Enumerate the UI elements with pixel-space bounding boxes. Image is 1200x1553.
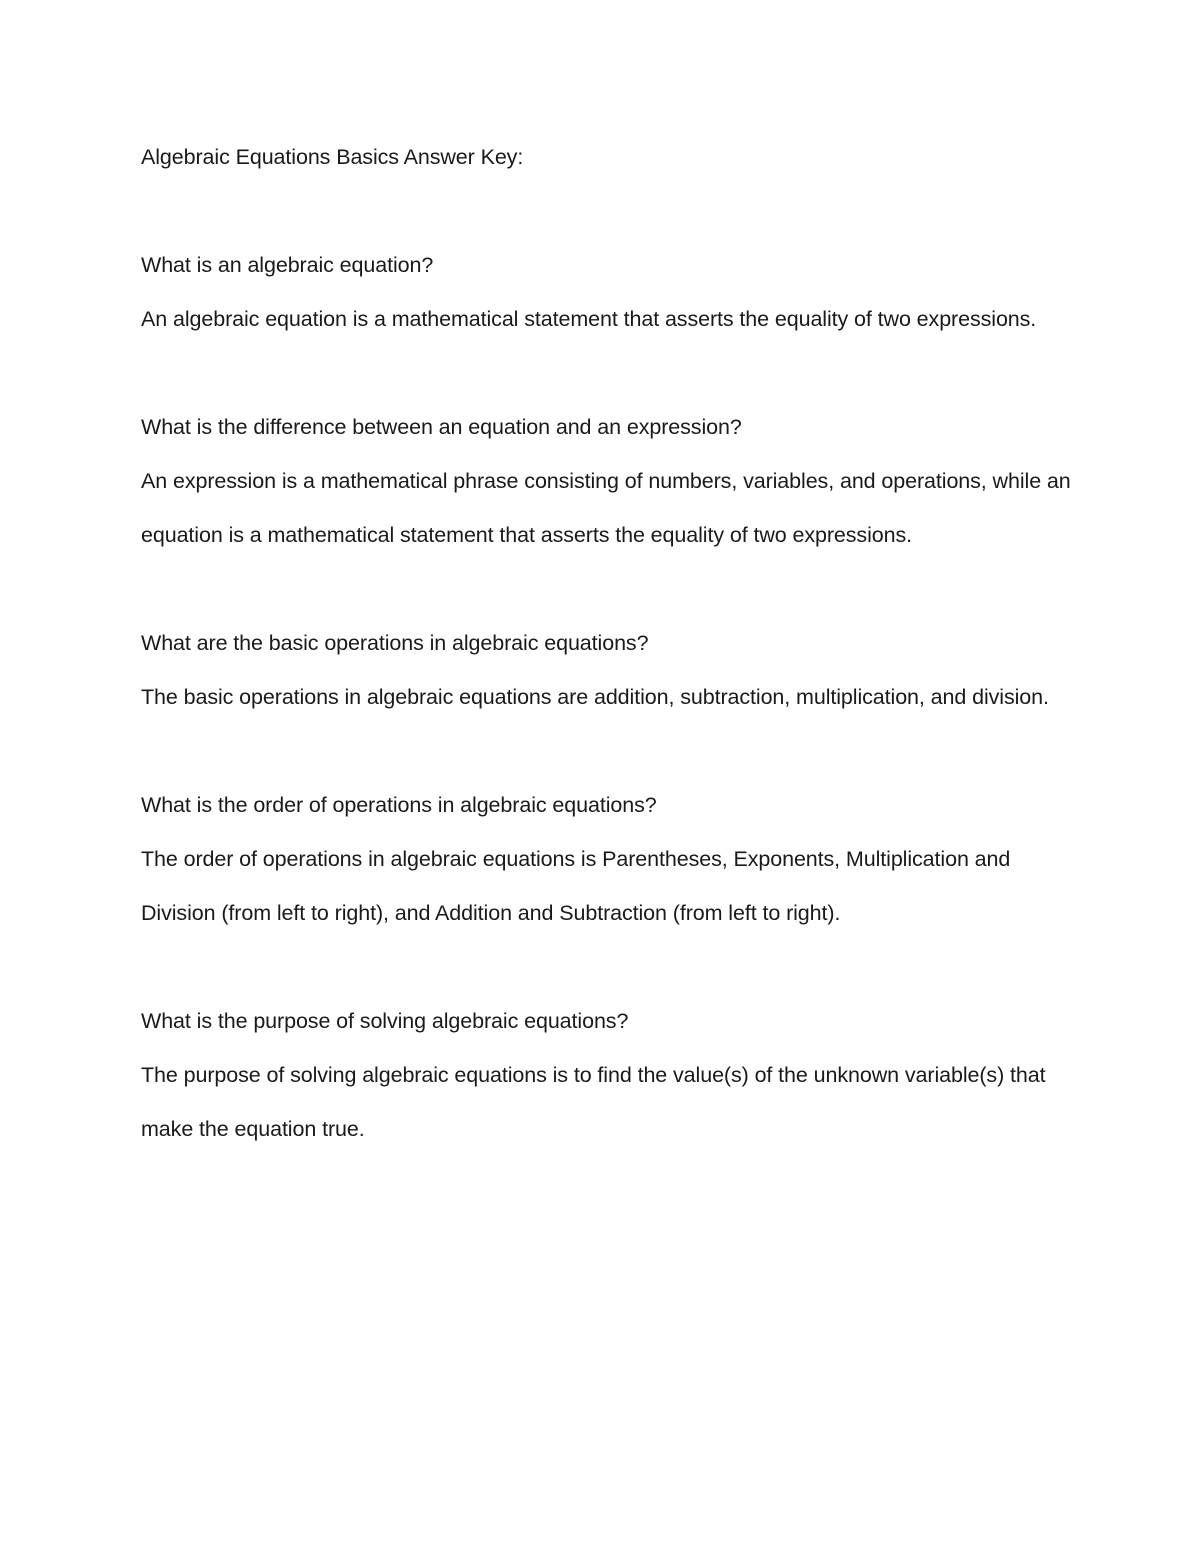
answer-2: An expression is a mathematical phrase consisting of numbers, variables, and operations, while an equation is a mathematical statement that asserts the equality of two expressions. — [141, 469, 1071, 547]
answer-4: The order of operations in algebraic equations is Parentheses, Exponents, Multiplication and Division (from left to right), and Addition and Subtraction (from left to right). — [141, 847, 1011, 925]
document-body — [141, 130, 1071, 1210]
question-2: What is the difference between an equation and an expression? — [141, 415, 742, 439]
qa-item-4 — [141, 778, 1071, 940]
document-title: Algebraic Equations Basics Answer Key: — [141, 145, 524, 169]
answer-5: The purpose of solving algebraic equations is to find the value(s) of the unknown variable(s) that make the equation true. — [141, 1063, 1046, 1141]
answer-1: An algebraic equation is a mathematical statement that asserts the equality of two expressions. — [141, 307, 1037, 331]
qa-item-3 — [141, 616, 1071, 724]
spacer — [141, 184, 1071, 238]
question-1: What is an algebraic equation? — [141, 253, 434, 277]
qa-item-1 — [141, 238, 1071, 346]
qa-item-2 — [141, 400, 1071, 562]
qa-item-5 — [141, 994, 1071, 1156]
question-4: What is the order of operations in algebraic equations? — [141, 793, 657, 817]
question-5: What is the purpose of solving algebraic equations? — [141, 1009, 629, 1033]
question-3: What are the basic operations in algebraic equations? — [141, 631, 649, 655]
answer-3: The basic operations in algebraic equations are addition, subtraction, multiplication, and division. — [141, 685, 1049, 709]
